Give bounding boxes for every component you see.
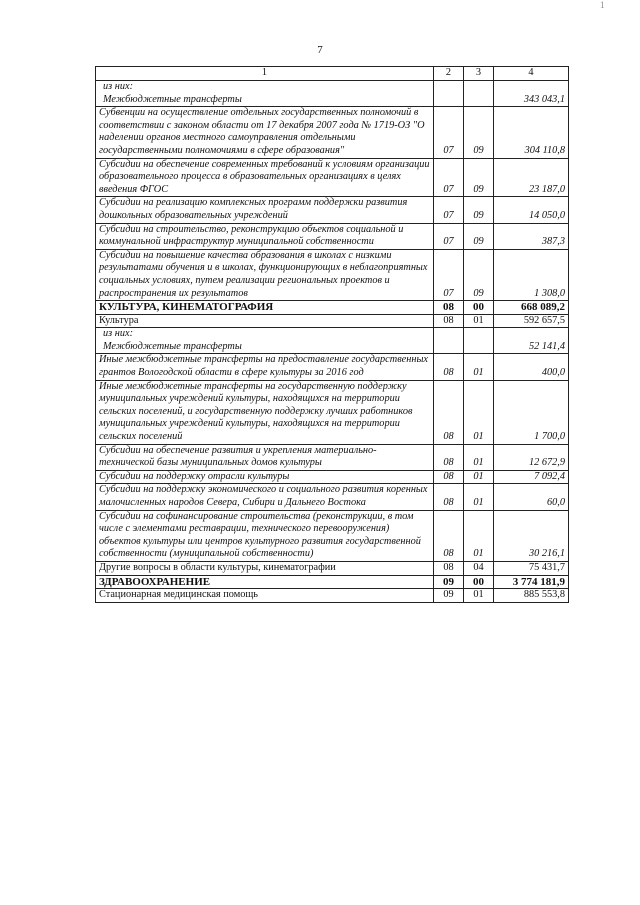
row-name-cell: ЗДРАВООХРАНЕНИЕ (96, 575, 434, 589)
row-name: Межбюджетные трансферты (103, 340, 242, 352)
row-section-code: 09 (434, 575, 464, 589)
row-section-code: 08 (434, 444, 464, 470)
row-amount: 592 657,5 (494, 314, 569, 328)
row-amount: 387,3 (494, 223, 569, 249)
row-section-code: 07 (434, 249, 464, 300)
table-row (96, 314, 569, 328)
table-row (96, 249, 569, 300)
row-amount: 23 187,0 (494, 158, 569, 197)
row-name: Межбюджетные трансферты (103, 93, 242, 105)
row-amount: 52 141,4 (494, 328, 569, 354)
table-row (96, 223, 569, 249)
row-subsection-code: 09 (464, 107, 494, 158)
table-row (96, 328, 569, 354)
row-name-cell (96, 81, 434, 107)
table-row (96, 484, 569, 510)
table-row (96, 510, 569, 561)
table-row (96, 575, 569, 589)
row-amount: 14 050,0 (494, 197, 569, 223)
row-subsection-code: 01 (464, 354, 494, 380)
table-row (96, 470, 569, 484)
row-amount: 400,0 (494, 354, 569, 380)
row-subsection-code: 09 (464, 197, 494, 223)
row-subsection-code: 01 (464, 314, 494, 328)
row-section-code: 08 (434, 301, 464, 315)
table-row (96, 197, 569, 223)
row-name-cell: Субсидии на повышение качества образования в школах с низкими результатами обучения и в школах, функционирующих в неблагоприятных социальных условиях, путем реализации региональных проектов и распространения их результатов (96, 249, 434, 300)
row-section-code: 08 (434, 470, 464, 484)
row-section-code: 08 (434, 314, 464, 328)
table-row (96, 444, 569, 470)
row-name-cell (96, 328, 434, 354)
row-subsection-code: 01 (464, 510, 494, 561)
row-subhead: из них: (103, 81, 133, 92)
header-cell-2: 2 (434, 67, 464, 81)
row-subsection-code: 01 (464, 380, 494, 444)
row-amount: 7 092,4 (494, 470, 569, 484)
header-cell-1: 1 (96, 67, 434, 81)
row-subsection-code: 00 (464, 575, 494, 589)
row-section-code: 08 (434, 484, 464, 510)
row-section-code (434, 328, 464, 354)
row-amount: 668 089,2 (494, 301, 569, 315)
row-subsection-code: 09 (464, 158, 494, 197)
row-subsection-code: 01 (464, 589, 494, 603)
row-section-code: 08 (434, 510, 464, 561)
row-name-cell: Стационарная медицинская помощь (96, 589, 434, 603)
row-amount: 12 672,9 (494, 444, 569, 470)
header-cell-4: 4 (494, 67, 569, 81)
row-name-cell: Субсидии на обеспечение современных требований к условиям организации образовательного процесса в образовательных организациях в целях введения ФГОС (96, 158, 434, 197)
row-amount: 1 308,0 (494, 249, 569, 300)
row-subsection-code (464, 328, 494, 354)
row-section-code (434, 81, 464, 107)
corner-mark: 1 (600, 0, 605, 10)
row-name-cell: Субсидии на строительство, реконструкцию объектов социальной и коммунальной инфраструктур муниципальной собственности (96, 223, 434, 249)
row-section-code: 07 (434, 223, 464, 249)
row-section-code: 09 (434, 589, 464, 603)
row-section-code: 08 (434, 561, 464, 575)
row-name-cell: Другие вопросы в области культуры, кинематографии (96, 561, 434, 575)
row-amount: 304 110,8 (494, 107, 569, 158)
table-row (96, 107, 569, 158)
page-number: 7 (317, 44, 323, 56)
row-name-cell: Субвенции на осуществление отдельных государственных полномочий в соответствии с законом области от 17 декабря 2007 года № 1719-ОЗ "О наделении органов местного самоуправления отдельными государственными полномочиями в сфере образования" (96, 107, 434, 158)
row-name-cell: Субсидии на поддержку отрасли культуры (96, 470, 434, 484)
table-row (96, 158, 569, 197)
row-subsection-code: 00 (464, 301, 494, 315)
row-amount: 3 774 181,9 (494, 575, 569, 589)
row-name-cell: Субсидии на софинансирование строительства (реконструкции, в том числе с элементами реставрации, технического перевооружения) объектов культуры или центров культурного развития государственной собственности (муниципальной собственности) (96, 510, 434, 561)
table-row (96, 380, 569, 444)
row-section-code: 07 (434, 158, 464, 197)
table-row (96, 354, 569, 380)
row-name-cell: КУЛЬТУРА, КИНЕМАТОГРАФИЯ (96, 301, 434, 315)
table-header-row (96, 67, 569, 81)
row-subsection-code (464, 81, 494, 107)
row-amount: 60,0 (494, 484, 569, 510)
table-row (96, 589, 569, 603)
table-row (96, 301, 569, 315)
row-name-cell: Культура (96, 314, 434, 328)
row-subsection-code: 01 (464, 484, 494, 510)
row-amount: 885 553,8 (494, 589, 569, 603)
row-subsection-code: 01 (464, 444, 494, 470)
row-subsection-code: 09 (464, 223, 494, 249)
table-row (96, 81, 569, 107)
row-section-code: 08 (434, 354, 464, 380)
row-amount: 1 700,0 (494, 380, 569, 444)
row-name-cell: Субсидии на поддержку экономического и социального развития коренных малочисленных народов Севера, Сибири и Дальнего Востока (96, 484, 434, 510)
row-section-code: 07 (434, 197, 464, 223)
row-section-code: 08 (434, 380, 464, 444)
row-amount: 75 431,7 (494, 561, 569, 575)
header-cell-3: 3 (464, 67, 494, 81)
row-name-cell: Субсидии на обеспечение развития и укрепления материально-технической базы муниципальных домов культуры (96, 444, 434, 470)
row-name-cell: Иные межбюджетные трансферты на предоставление государственных грантов Вологодской области в сфере культуры за 2016 год (96, 354, 434, 380)
row-amount: 30 216,1 (494, 510, 569, 561)
row-subsection-code: 01 (464, 470, 494, 484)
row-subhead: из них: (103, 328, 133, 340)
row-name-cell: Иные межбюджетные трансферты на государственную поддержку муниципальных учреждений культуры, находящихся на территории сельских поселений, и государственную поддержку лучших работников муниципальных учреждений культуры, находящихся на территории сельских поселений (96, 380, 434, 444)
table-row (96, 561, 569, 575)
row-name-cell: Субсидии на реализацию комплексных программ поддержки развития дошкольных образовательных учреждений (96, 197, 434, 223)
row-subsection-code: 04 (464, 561, 494, 575)
row-section-code: 07 (434, 107, 464, 158)
row-amount: 343 043,1 (494, 81, 569, 107)
row-subsection-code: 09 (464, 249, 494, 300)
budget-table (95, 66, 569, 603)
